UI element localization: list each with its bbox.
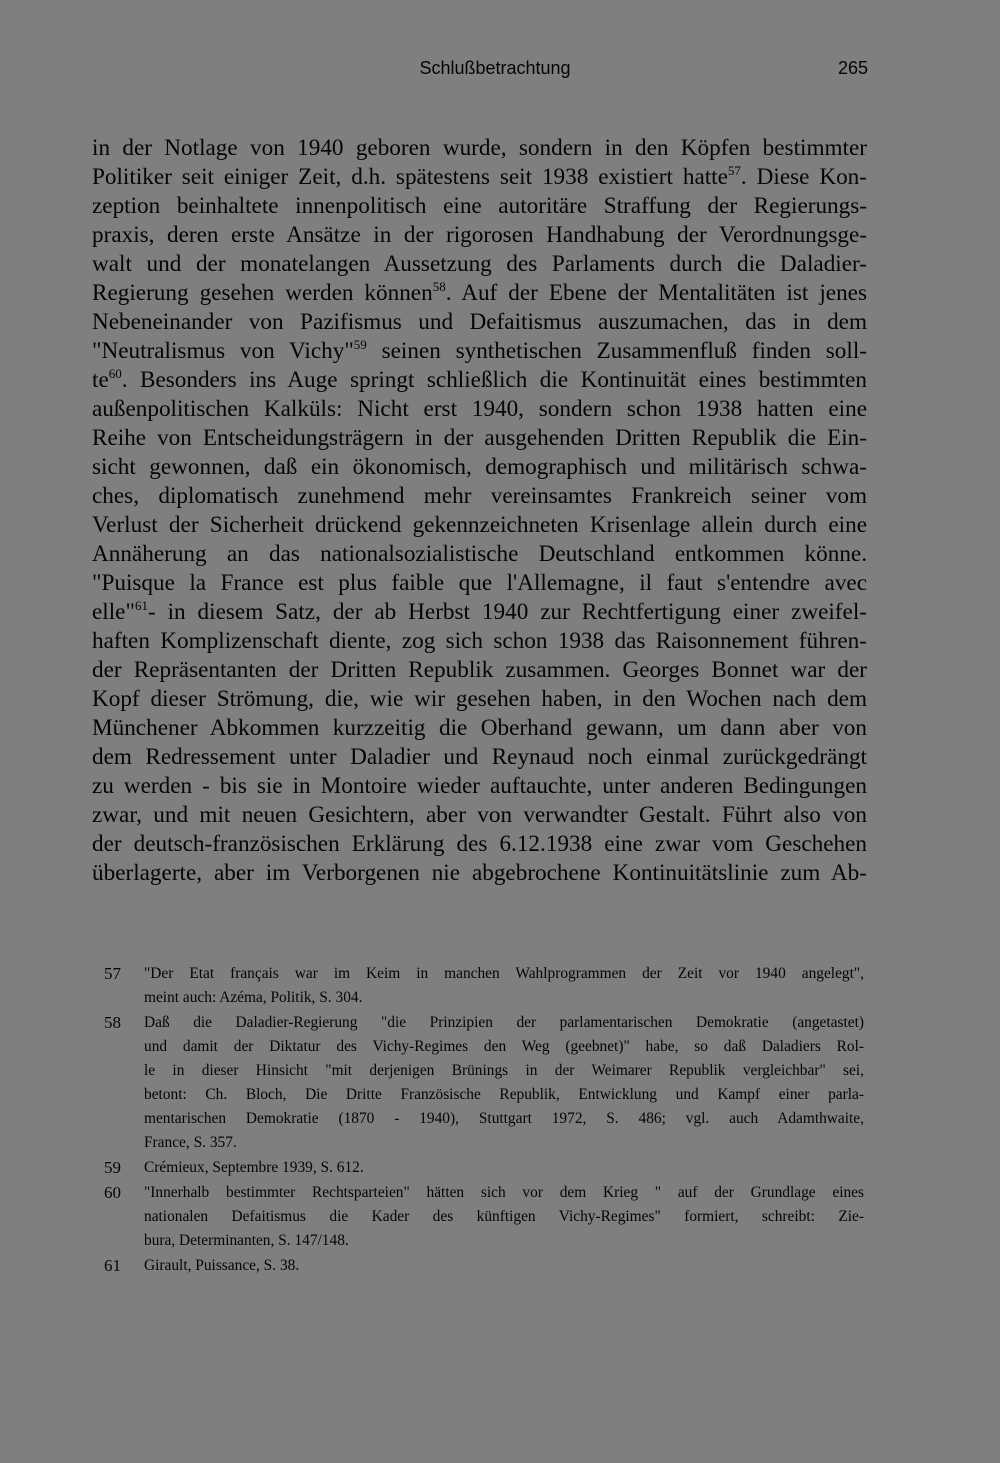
footnote-line: "Innerhalb bestimmter Rechtsparteien" hätten sich vor dem Krieg " auf der Grundlage eines: [144, 1184, 864, 1201]
text-segment: "Puisque la France est plus faible que l'Allemagne, il faut s'entendre avec: [92, 570, 867, 596]
running-head: [92, 58, 868, 84]
text-line: [92, 598, 867, 627]
text-line: [92, 163, 867, 192]
text-line: [92, 627, 867, 656]
text-line: [92, 656, 867, 685]
footnote-number: 60: [104, 1183, 121, 1202]
footnote-number: 59: [104, 1158, 121, 1177]
text-segment: Nebeneinander von Pazifismus und Defaitismus auszumachen, das in dem: [92, 309, 867, 335]
text-line: [92, 221, 867, 250]
footnote-line: nationalen Defaitismus die Kader des künftigen Vichy-Regimes" formiert, schreibt: Zie-: [144, 1208, 864, 1225]
text-segment: praxis, deren erste Ansätze in der rigorosen Handhabung der Verordnungsge-: [92, 222, 867, 248]
footnote-line: mentarischen Demokratie (1870 - 1940), Stuttgart 1972, S. 486; vgl. auch Adamthwaite,: [144, 1110, 864, 1127]
text-segment: außenpolitischen Kalküls: Nicht erst 1940, sondern schon 1938 hatten eine: [92, 396, 867, 422]
footnote-reference: 59: [353, 337, 367, 352]
footnote-line: und damit der Diktatur des Vichy-Regimes den Weg (geebnet)" habe, so daß Daladiers Rol-: [144, 1038, 864, 1055]
running-title: Schlußbetrachtung: [419, 58, 571, 78]
text-segment: . Auf der Ebene der Mentalitäten ist jenes: [445, 280, 867, 306]
text-line: [92, 192, 867, 221]
text-segment: walt und der monatelangen Aussetzung des Parlaments durch die Daladier-: [92, 251, 867, 277]
text-segment: Münchener Abkommen kurzzeitig die Oberhand gewann, um dann aber von: [92, 715, 867, 741]
footnote: [104, 1156, 864, 1180]
text-line: [92, 801, 867, 830]
text-segment: Politiker seit einiger Zeit, d.h. spätestens seit 1938 existiert hatte: [92, 164, 728, 190]
footnote-reference: 61: [134, 598, 148, 613]
text-line: [92, 772, 867, 801]
footnote-line: meint auch: Azéma, Politik, S. 304.: [144, 989, 363, 1006]
footnote-line: le in dieser Hinsicht "mit derjenigen Brünings in der Weimarer Republik vergleichbar" sei,: [144, 1062, 864, 1079]
footnote-line: betont: Ch. Bloch, Die Dritte Französische Republik, Entwicklung und Kampf einer parla-: [144, 1086, 864, 1103]
footnote-reference: 58: [432, 279, 446, 294]
text-segment: seinen synthetischen Zusammenfluß finden soll-: [366, 338, 867, 364]
text-segment: dem Redressement unter Daladier und Reynaud noch einmal zurückgedrängt: [92, 744, 867, 770]
text-line: [92, 482, 867, 511]
text-line: [92, 714, 867, 743]
footnote-line: Girault, Puissance, S. 38.: [144, 1257, 300, 1274]
text-line: [92, 134, 867, 163]
page-number: 265: [837, 58, 868, 78]
footnote-number: 58: [104, 1013, 121, 1032]
text-segment: . Besonders ins Auge springt schließlich die Kontinuität eines bestimmten: [121, 367, 867, 393]
text-line: [92, 859, 867, 888]
text-line: [92, 511, 867, 540]
text-line: [92, 308, 867, 337]
text-line: [92, 424, 867, 453]
footnote-line: Daß die Daladier-Regierung "die Prinzipien der parlamentarischen Demokratie (angetastet): [144, 1014, 864, 1031]
text-segment: ches, diplomatisch zunehmend mehr vereinsamtes Frankreich seiner vom: [92, 483, 867, 509]
text-segment: . Diese Kon-: [740, 164, 867, 190]
text-line: [92, 366, 867, 395]
text-line: [92, 743, 867, 772]
text-segment: zeption beinhaltete innenpolitisch eine autoritäre Straffung der Regierungs-: [92, 193, 867, 219]
text-line: [92, 540, 867, 569]
footnote-line: "Der Etat français war im Keim in manchen Wahlprogrammen der Zeit vor 1940 angelegt",: [144, 965, 864, 982]
body-paragraph: [92, 134, 867, 888]
text-line: [92, 250, 867, 279]
text-segment: Kopf dieser Strömung, die, wie wir gesehen haben, in den Wochen nach dem: [92, 686, 867, 712]
text-segment: te: [92, 367, 109, 393]
text-line: [92, 453, 867, 482]
text-segment: Regierung gesehen werden können: [92, 280, 433, 306]
footnote: [104, 962, 864, 1010]
text-line: [92, 279, 867, 308]
footnote-line: Crémieux, Septembre 1939, S. 612.: [144, 1159, 364, 1176]
text-line: [92, 830, 867, 859]
text-line: [92, 685, 867, 714]
text-segment: "Neutralismus von Vichy": [92, 338, 354, 364]
text-segment: Reihe von Entscheidungsträgern in der ausgehenden Dritten Republik die Ein-: [92, 425, 867, 451]
text-line: [92, 569, 867, 598]
footnote-reference: 57: [727, 163, 741, 178]
text-line: [92, 395, 867, 424]
text-segment: - in diesem Satz, der ab Herbst 1940 zur Rechtfertigung einer zweifel-: [147, 599, 867, 625]
footnote: [104, 1254, 864, 1278]
text-segment: Annäherung an das nationalsozialistische Deutschland entkommen könne.: [92, 541, 867, 567]
text-segment: der Repräsentanten der Dritten Republik zusammen. Georges Bonnet war der: [92, 657, 867, 683]
footnote: [104, 1011, 864, 1155]
text-segment: zwar, und mit neuen Gesichtern, aber von verwandter Gestalt. Führt also von: [92, 802, 867, 828]
footnote-line: France, S. 357.: [144, 1134, 237, 1151]
text-segment: der deutsch-französischen Erklärung des 6.12.1938 eine zwar vom Geschehen: [92, 831, 867, 857]
footnote-reference: 60: [108, 366, 122, 381]
footnotes-section: [104, 962, 864, 1279]
text-segment: sicht gewonnen, daß ein ökonomisch, demographisch und militärisch schwa-: [92, 454, 867, 480]
footnote-number: 61: [104, 1256, 121, 1275]
text-segment: überlagerte, aber im Verborgenen nie abgebrochene Kontinuitätslinie zum Ab-: [92, 860, 867, 886]
footnote: [104, 1181, 864, 1253]
text-segment: in der Notlage von 1940 geboren wurde, sondern in den Köpfen bestimmter: [92, 135, 867, 161]
text-segment: elle": [92, 599, 135, 625]
text-segment: Verlust der Sicherheit drückend gekennzeichneten Krisenlage allein durch eine: [92, 512, 867, 538]
footnote-line: bura, Determinanten, S. 147/148.: [144, 1232, 349, 1249]
text-line: [92, 337, 867, 366]
footnote-number: 57: [104, 964, 121, 983]
text-segment: zu werden - bis sie in Montoire wieder auftauchte, unter anderen Bedingungen: [92, 773, 867, 799]
text-segment: haften Komplizenschaft diente, zog sich schon 1938 das Raisonnement führen-: [92, 628, 867, 654]
